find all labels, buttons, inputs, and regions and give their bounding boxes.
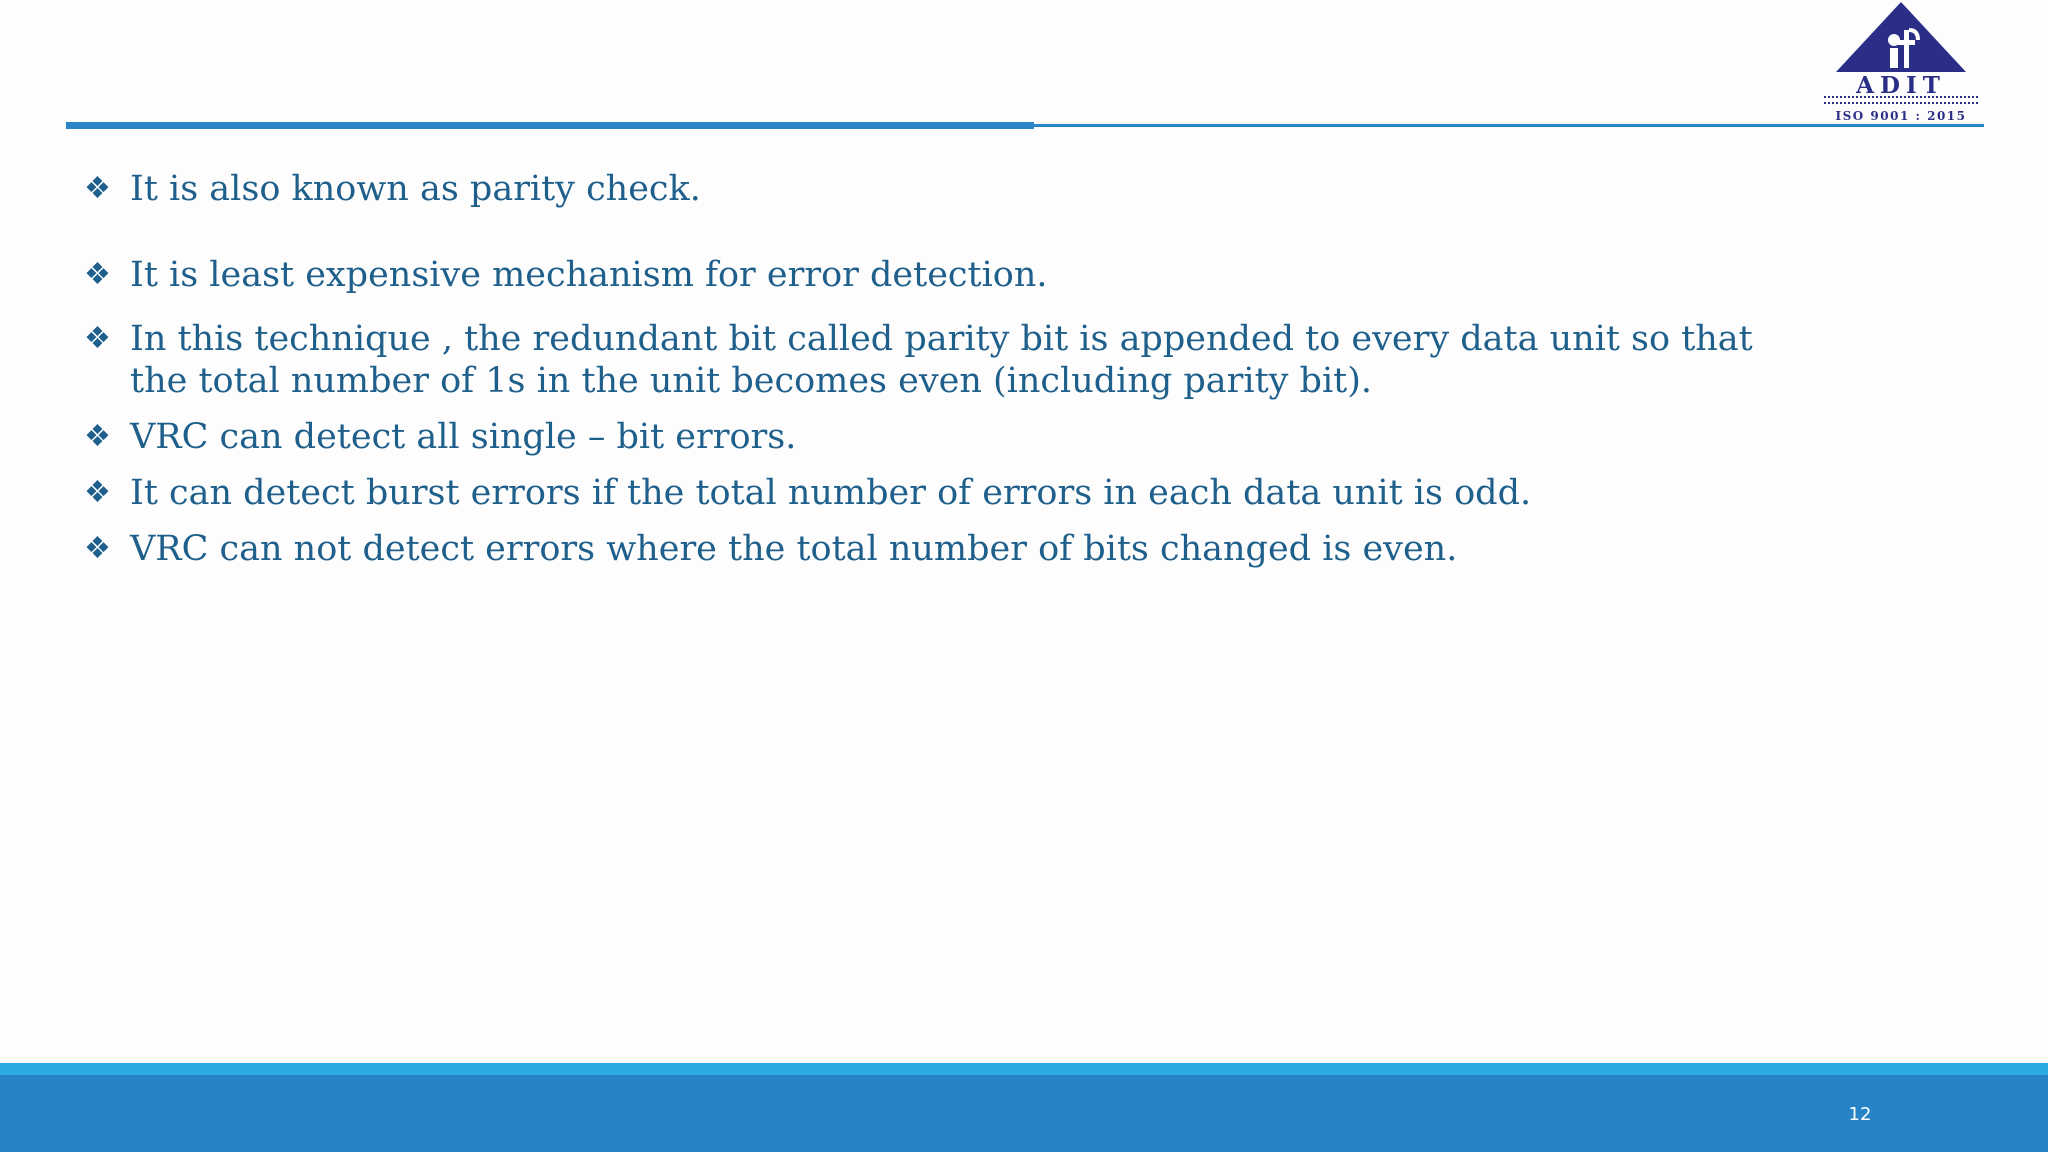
header-rule-thick: [66, 122, 1034, 129]
list-item: [84, 168, 1784, 210]
list-item: [84, 472, 1784, 514]
diamond-bullet-icon: ❖: [84, 531, 111, 566]
list-item: [84, 416, 1784, 458]
list-item: [84, 254, 1784, 296]
logo-motto: [1824, 96, 1978, 104]
bullet-text: VRC can detect all single – bit errors.: [130, 417, 797, 457]
bullet-text: VRC can not detect errors where the total number of bits changed is even.: [130, 529, 1458, 569]
list-item: [84, 318, 1784, 402]
page-number: 12: [1848, 1104, 1872, 1125]
diamond-bullet-icon: ❖: [84, 321, 111, 356]
diamond-bullet-icon: ❖: [84, 419, 111, 454]
bullet-text: It is least expensive mechanism for error detection.: [130, 255, 1048, 295]
bullet-text: It can detect burst errors if the total number of errors in each data unit is odd.: [130, 473, 1532, 513]
list-item: [84, 528, 1784, 570]
bullet-list: [84, 166, 1784, 570]
logo-iso: ISO 9001 : 2015: [1835, 109, 1967, 123]
adit-logo: [1816, 0, 1986, 128]
diamond-bullet-icon: ❖: [84, 475, 111, 510]
bullet-text: It is also known as parity check.: [130, 169, 701, 209]
bullet-text: In this technique , the redundant bit called parity bit is appended to every data unit so that the total number of 1s in the unit becomes even (including parity bit).: [130, 319, 1753, 401]
logo-name: ADIT: [1856, 72, 1946, 99]
diamond-bullet-icon: ❖: [84, 257, 111, 292]
diamond-bullet-icon: ❖: [84, 171, 111, 206]
footer-stripe: [0, 1063, 2048, 1075]
footer-bar: [0, 1075, 2048, 1152]
